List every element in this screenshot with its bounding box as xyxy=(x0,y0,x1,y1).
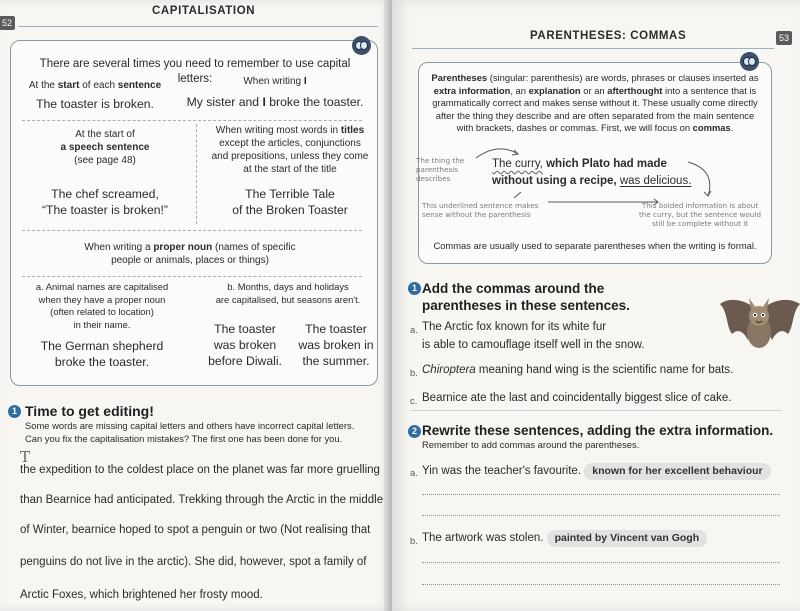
definition-text: Parentheses (singular: parenthesis) are words, phrases or clauses inserted as extra information, an explanation or an afterthought into a sentence that is grammatically correct and makes sense without it. These usually come directly after the thing they describe and are often separated from the main sentence with brackets, dashes or commas. First, we will focus on commas. xyxy=(431,72,759,133)
note-underlined: This underlined sentence makes sense without the parenthesis xyxy=(422,201,539,219)
intro-text: There are several times you need to remember to use capital letters: xyxy=(39,58,351,85)
commas-note: Commas are usually used to separate parentheses when the writing is formal. xyxy=(433,240,757,251)
bat-illustration xyxy=(718,282,800,368)
rule-i-label: When writing I xyxy=(243,76,307,87)
note-thing-described: The thing the parenthesis describes xyxy=(416,156,465,183)
activity-title: Add the commas around the parentheses in these sentences. xyxy=(422,281,630,313)
activity-number-badge: 1 xyxy=(8,405,21,418)
item-text: The Arctic fox known for its white fur is able to camouflage itself well in the snow. xyxy=(422,321,645,351)
header-rule xyxy=(18,26,378,27)
activity-title: Rewrite these sentences, adding the extra information. xyxy=(422,423,774,438)
example-sentence: The curry, which Plato had made without using a recipe, was delicious. xyxy=(492,158,692,187)
divider xyxy=(410,410,782,411)
correction-mark: T xyxy=(20,448,31,466)
item-text: Bearnice ate the last and coincidentally biggest slice of cake. xyxy=(422,392,732,404)
divider xyxy=(22,276,362,277)
item-label: b. xyxy=(410,367,418,378)
divider xyxy=(196,124,197,224)
rule-start-label: At the start of each sentence xyxy=(28,80,162,91)
header-rule xyxy=(412,48,774,49)
rule-animals-example: The German shepherd broke the toaster. xyxy=(40,339,164,369)
item-label: a. xyxy=(410,324,418,335)
edit-line: than Bearnice had anticipated. Trekking through the Arctic in the middle xyxy=(20,494,384,506)
rule-titles-label: When writing most words in titles except the articles, conjunctions and prepositions, unless they come at the start of the title xyxy=(211,125,369,175)
item-label: c. xyxy=(410,395,418,406)
activity-title: Time to get editing! xyxy=(25,403,154,419)
page-number: 52 xyxy=(0,16,15,30)
divider xyxy=(22,230,362,231)
extra-info-pill: painted by Vincent van Gogh xyxy=(547,530,708,547)
rule-proper-noun-label: When writing a proper noun (names of specific people or animals, places or things) xyxy=(84,242,296,266)
owl-icon xyxy=(352,36,371,55)
answer-line[interactable] xyxy=(422,562,780,563)
running-head: PARENTHESES: COMMAS xyxy=(530,30,687,42)
left-page xyxy=(0,0,392,611)
edit-line: penguins do not live in the arctic). She did, however, spot a family of xyxy=(20,556,367,568)
rule-months-example-1: The toaster was broken before Diwali. xyxy=(208,322,282,368)
answer-line[interactable] xyxy=(422,584,780,585)
right-page xyxy=(392,0,800,611)
edit-line: the expedition to the coldest place on the planet was far more gruelling xyxy=(20,464,380,476)
activity-subtitle: Remember to add commas around the parentheses. xyxy=(422,439,640,450)
note-bolded: This bolded information is about the curry, but the sentence would still be complete without it xyxy=(638,201,762,228)
activity-number-badge: 2 xyxy=(408,425,421,438)
extra-info-pill: known for her excellent behaviour xyxy=(584,463,770,480)
rule-speech-example: The chef screamed, “The toaster is broken!” xyxy=(42,187,168,217)
item-label: b. xyxy=(410,535,418,546)
activity-instructions: Some words are missing capital letters and others have incorrect capital letters. Can you fix the capitalisation mistakes? The first one has been done for you. xyxy=(25,420,355,444)
rule-months-example-2: The toaster was broken in the summer. xyxy=(298,322,374,368)
item-text: Chiroptera meaning hand wing is the scientific name for bats. xyxy=(422,364,734,376)
item-text: The artwork was stolen. painted by Vincent van Gogh xyxy=(422,530,792,547)
rule-animals-label: a. Animal names are capitalised when they have a proper noun (often related to location) in their name. xyxy=(35,281,169,330)
item-label: a. xyxy=(410,467,418,478)
edit-line: of Winter, bearnice hoped to spot a penguin or two (Not realising that xyxy=(20,524,371,536)
rule-months-label: b. Months, days and holidays are capitalised, but seasons aren't. xyxy=(215,281,361,305)
page-number: 53 xyxy=(776,31,792,45)
item-text: Yin was the teacher's favourite. known for her excellent behaviour xyxy=(422,463,792,480)
rule-start-example: The toaster is broken. xyxy=(36,97,154,111)
answer-line[interactable] xyxy=(422,515,780,516)
activity-number-badge: 1 xyxy=(408,282,421,295)
owl-icon xyxy=(740,52,759,71)
rule-titles-example: The Terrible Tale of the Broken Toaster xyxy=(232,187,348,217)
answer-line[interactable] xyxy=(422,494,780,495)
rule-speech-label: At the start of a speech sentence (see page 48) xyxy=(60,129,150,166)
rule-i-example: My sister and I broke the toaster. xyxy=(186,95,364,109)
edit-line: Arctic Foxes, which brightened her frosty mood. xyxy=(20,589,263,601)
running-head: CAPITALISATION xyxy=(152,5,256,17)
divider xyxy=(22,120,362,121)
